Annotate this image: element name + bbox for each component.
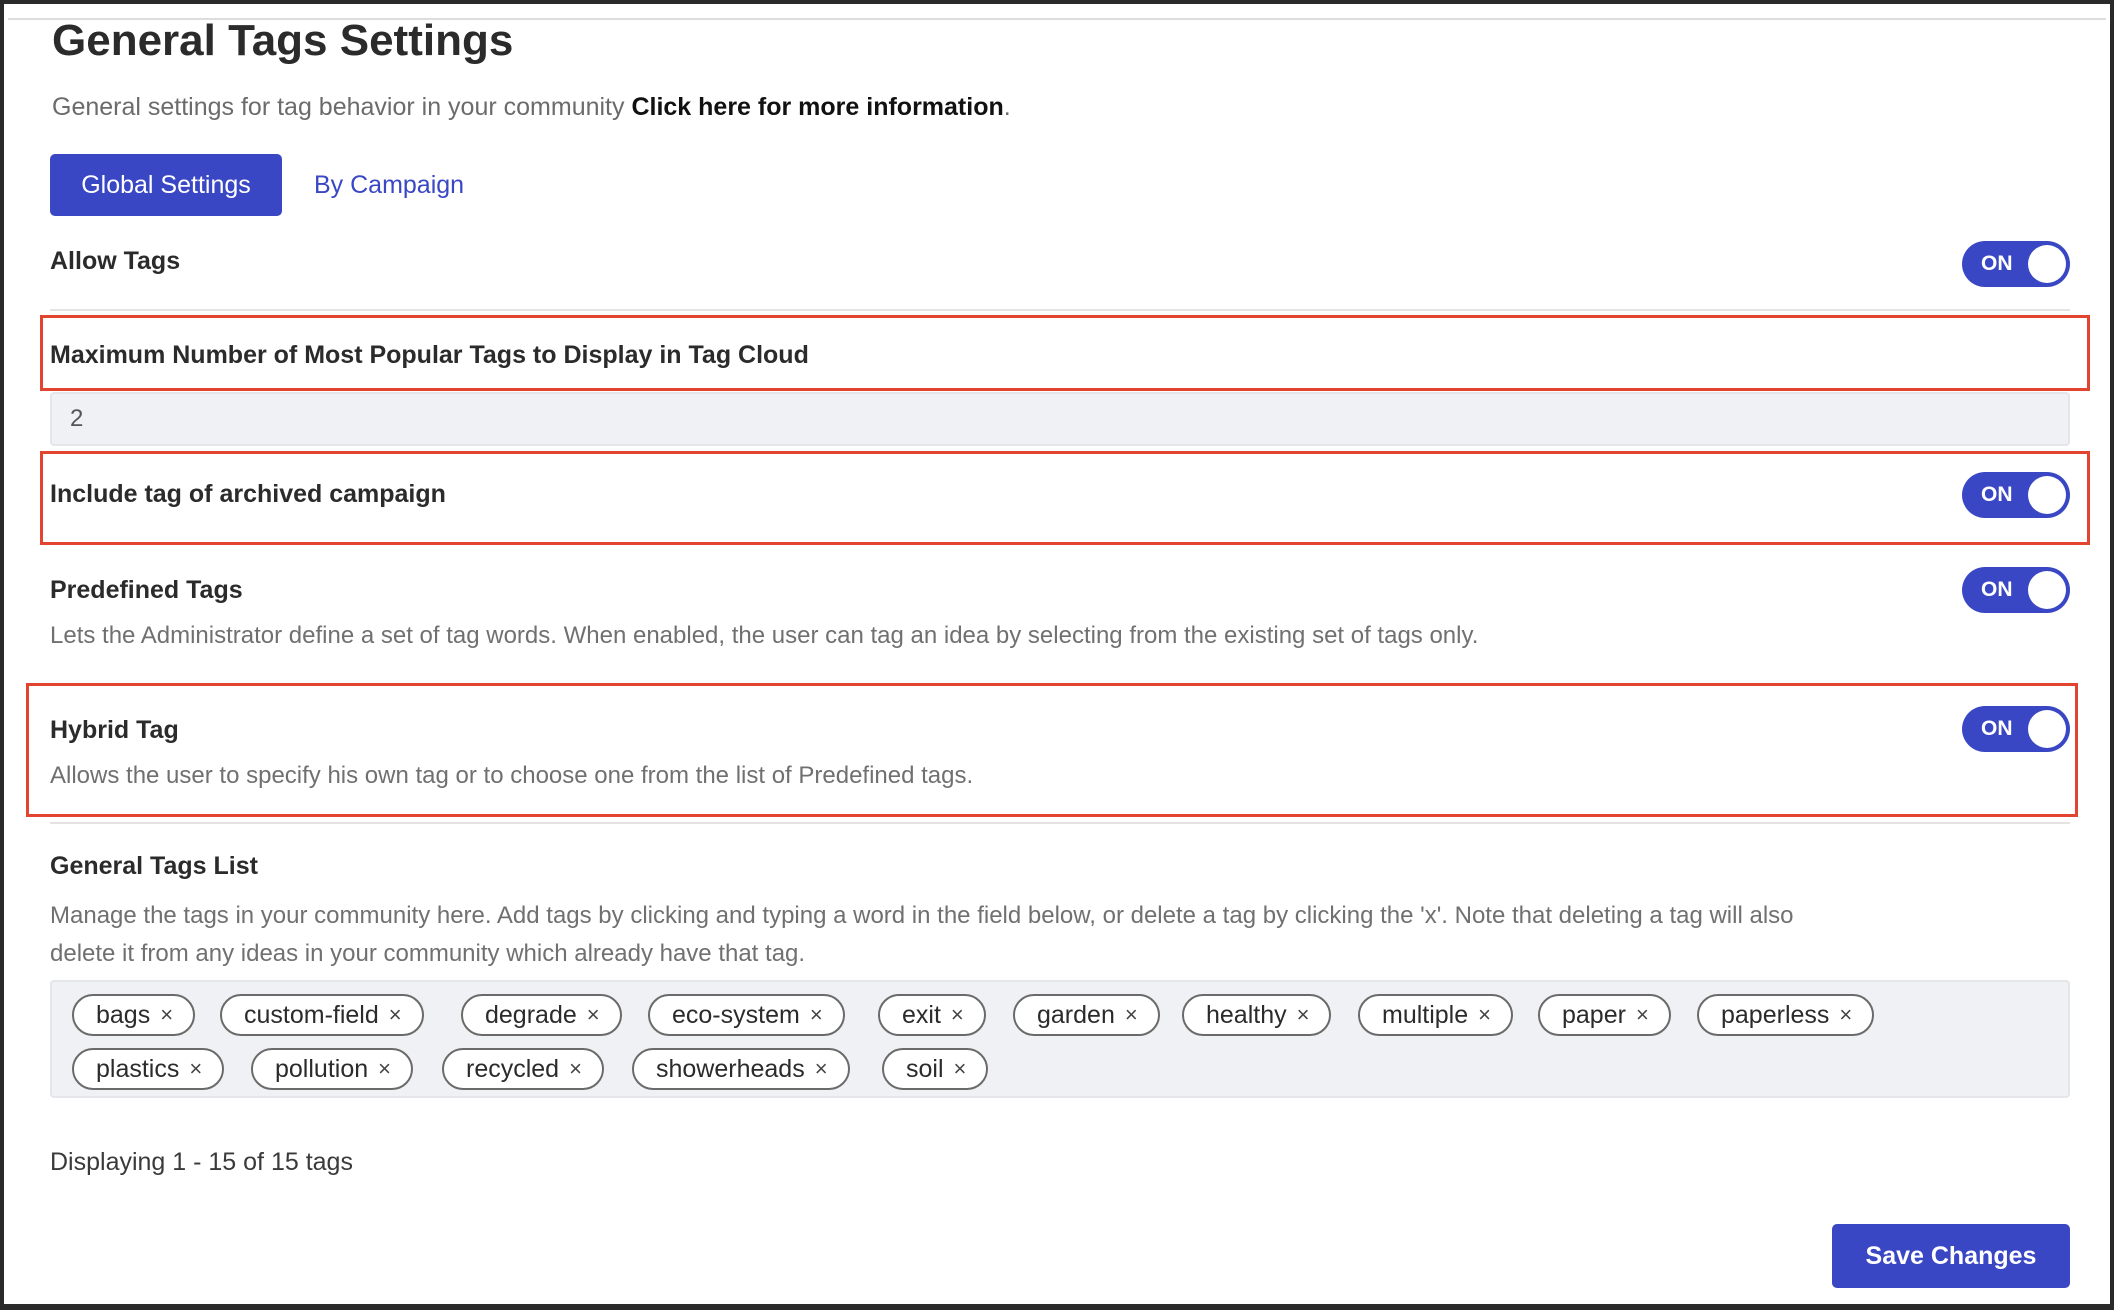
tags-list-description-line2: delete it from any ideas in your community which already have that tag. [50, 940, 806, 967]
toggle-state-text: ON [1981, 252, 2013, 275]
remove-tag-icon[interactable]: × [1124, 1002, 1138, 1027]
tag-chip [648, 994, 845, 1036]
remove-tag-icon[interactable]: × [1478, 1002, 1492, 1027]
max-popular-tags-label: Maximum Number of Most Popular Tags to Display in Tag Cloud [50, 341, 809, 369]
tag-chip [72, 1048, 224, 1090]
include-archived-toggle[interactable] [1962, 472, 2070, 518]
hybrid-tag-toggle[interactable] [1962, 706, 2070, 752]
subtitle-text: General settings for tag behavior in your community [52, 93, 632, 121]
tag-label: recycled [466, 1054, 560, 1083]
remove-tag-icon[interactable]: × [388, 1002, 402, 1027]
tag-chip [251, 1048, 413, 1090]
tag-label: healthy [1206, 1000, 1287, 1029]
tag-chip [1358, 994, 1513, 1036]
remove-tag-icon[interactable]: × [189, 1056, 203, 1081]
more-info-link[interactable]: Click here for more information [631, 93, 1004, 121]
hybrid-tag-label: Hybrid Tag [50, 716, 179, 744]
tag-label: garden [1037, 1000, 1115, 1029]
tag-label: degrade [485, 1000, 577, 1029]
tag-label: eco-system [672, 1000, 800, 1029]
tag-chip [72, 994, 195, 1036]
tab-global-settings[interactable]: Global Settings [50, 154, 282, 216]
remove-tag-icon[interactable]: × [378, 1056, 391, 1081]
remove-tag-icon[interactable]: × [586, 1002, 600, 1027]
divider [50, 309, 2070, 311]
toggle-knob [2028, 476, 2066, 514]
toggle-state-text: ON [1981, 578, 2013, 601]
toggle-knob [2028, 710, 2066, 748]
tags-list-description-line1: Manage the tags in your community here. Add tags by clicking and typing a word in the field below, or delete a tag by clicking the 'x'. Note that deleting a tag will also [50, 902, 1794, 929]
include-archived-label: Include tag of archived campaign [50, 480, 446, 508]
page-title: General Tags Settings [52, 16, 514, 65]
save-changes-button[interactable]: Save Changes [1832, 1224, 2070, 1288]
tag-chip [461, 994, 622, 1036]
hybrid-tag-description: Allows the user to specify his own tag or to choose one from the list of Predefined tags. [50, 762, 974, 789]
predefined-tags-toggle[interactable] [1962, 567, 2070, 613]
predefined-tags-description: Lets the Administrator define a set of tag words. When enabled, the user can tag an idea by selecting from the existing set of tags only. [50, 622, 1479, 649]
toggle-state-text: ON [1981, 717, 2013, 740]
tag-label: showerheads [656, 1054, 805, 1083]
tag-chip [632, 1048, 850, 1090]
tag-label: multiple [1382, 1000, 1469, 1029]
tags-list-title: General Tags List [50, 852, 258, 880]
tag-label: soil [906, 1054, 944, 1083]
toggle-knob [2028, 571, 2066, 609]
tag-label: bags [96, 1000, 151, 1029]
remove-tag-icon[interactable]: × [950, 1002, 964, 1027]
tag-chip [1538, 994, 1671, 1036]
remove-tag-icon[interactable]: × [953, 1056, 967, 1081]
tag-label: plastics [96, 1054, 180, 1083]
tag-chip [882, 1048, 988, 1090]
tag-chip [1182, 994, 1331, 1036]
remove-tag-icon[interactable]: × [569, 1056, 582, 1081]
remove-tag-icon[interactable]: × [1839, 1002, 1853, 1027]
highlight-box [26, 683, 2078, 817]
remove-tag-icon[interactable]: × [1296, 1002, 1310, 1027]
tag-chip [220, 994, 424, 1036]
tag-label: exit [902, 1000, 941, 1029]
toggle-state-text: ON [1981, 483, 2013, 506]
tag-chip [1697, 994, 1874, 1036]
remove-tag-icon[interactable]: × [160, 1002, 174, 1027]
tags-input-box[interactable] [50, 980, 2070, 1098]
allow-tags-label: Allow Tags [50, 247, 181, 275]
tag-label: paper [1562, 1000, 1626, 1029]
page-subtitle [52, 93, 1011, 122]
tag-chip [442, 1048, 604, 1090]
pagination-status: Displaying 1 - 15 of 15 tags [50, 1148, 353, 1176]
allow-tags-toggle[interactable] [1962, 241, 2070, 287]
remove-tag-icon[interactable]: × [1635, 1002, 1649, 1027]
tag-label: paperless [1721, 1000, 1830, 1029]
divider [50, 822, 2070, 824]
remove-tag-icon[interactable]: × [809, 1002, 823, 1027]
tag-chip [878, 994, 986, 1036]
tag-label: pollution [275, 1054, 369, 1083]
max-popular-tags-input[interactable] [50, 392, 2070, 446]
toggle-knob [2028, 245, 2066, 283]
tag-chip [1013, 994, 1160, 1036]
tab-by-campaign[interactable]: By Campaign [314, 170, 465, 199]
subtitle-period: . [1003, 93, 1011, 121]
remove-tag-icon[interactable]: × [814, 1056, 828, 1081]
predefined-tags-label: Predefined Tags [50, 576, 243, 604]
tag-label: custom-field [244, 1000, 379, 1029]
